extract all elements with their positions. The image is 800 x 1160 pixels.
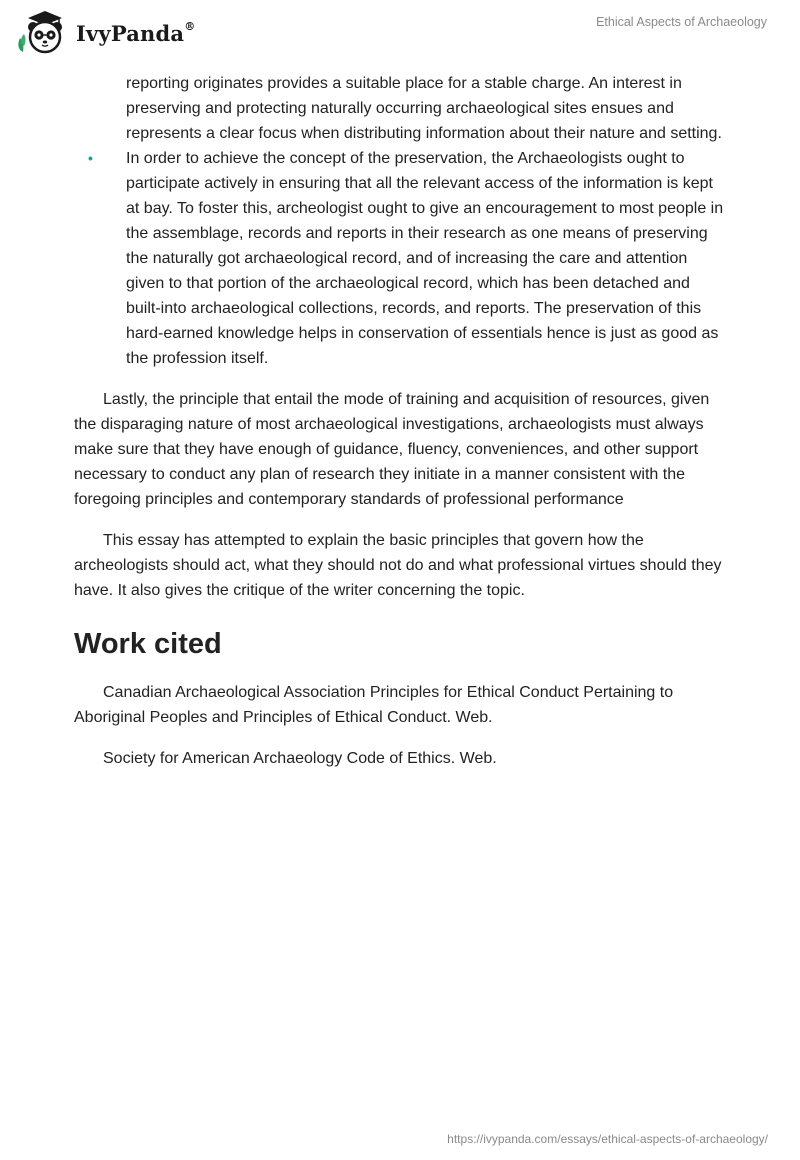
page-header: [0, 0, 800, 60]
list-item: [74, 146, 726, 371]
bullet-list: [74, 71, 726, 371]
paragraph: This essay has attempted to explain the basic principles that govern how the archeologists should act, what they should not do and what professional virtues should they have. It also gives the critique of the writer concerning the topic.: [74, 532, 722, 599]
bullet-icon: •: [88, 150, 93, 166]
citation: Society for American Archaeology Code of Ethics. Web.: [103, 750, 497, 767]
paragraph: Lastly, the principle that entail the mode of training and acquisition of resources, given the disparaging nature of most archaeological investigations, archaeologists must always make sure that they have enough of guidance, fluency, conveniences, and other support necessary to conduct any plan of research they initiate in a manner consistent with the foregoing principles and contemporary standards of professional performance: [74, 391, 710, 508]
list-item-text: reporting originates provides a suitable place for a stable charge. An interest in preserving and protecting naturally occurring archaeological sites ensues and represents a clear focus when distributing information about their nature and setting.: [126, 75, 722, 142]
list-item-text: In order to achieve the concept of the preservation, the Archaeologists ought to participate actively in ensuring that all the relevant access of the information is kept at bay. To foster this, archeologist ought to give an encouragement to most people in the assemblage, records and reports in their research as one means of preserving the naturally got archaeological record, and of increasing the care and attention given to that portion of the archaeological record, which has been detached and built-into archaeological collections, records, and reports. The preservation of this hard-earned knowledge helps in conservation of essentials hence is just as good as the profession itself.: [126, 150, 724, 367]
citation: Canadian Archaeological Association Principles for Ethical Conduct Pertaining to Aboriginal Peoples and Principles of Ethical Conduct. Web.: [74, 684, 674, 726]
registered-mark: ®: [184, 19, 196, 33]
document-title: Ethical Aspects of Archaeology: [596, 15, 767, 29]
list-item: [74, 71, 726, 146]
panda-graduate-icon: [14, 8, 74, 56]
source-url[interactable]: https://ivypanda.com/essays/ethical-aspects-of-archaeology/: [447, 1132, 768, 1146]
ivypanda-logo[interactable]: [14, 8, 195, 56]
works-cited-heading: Work cited: [74, 628, 222, 660]
essay-body: [74, 71, 726, 771]
brand-name: IvyPanda®: [76, 19, 196, 46]
